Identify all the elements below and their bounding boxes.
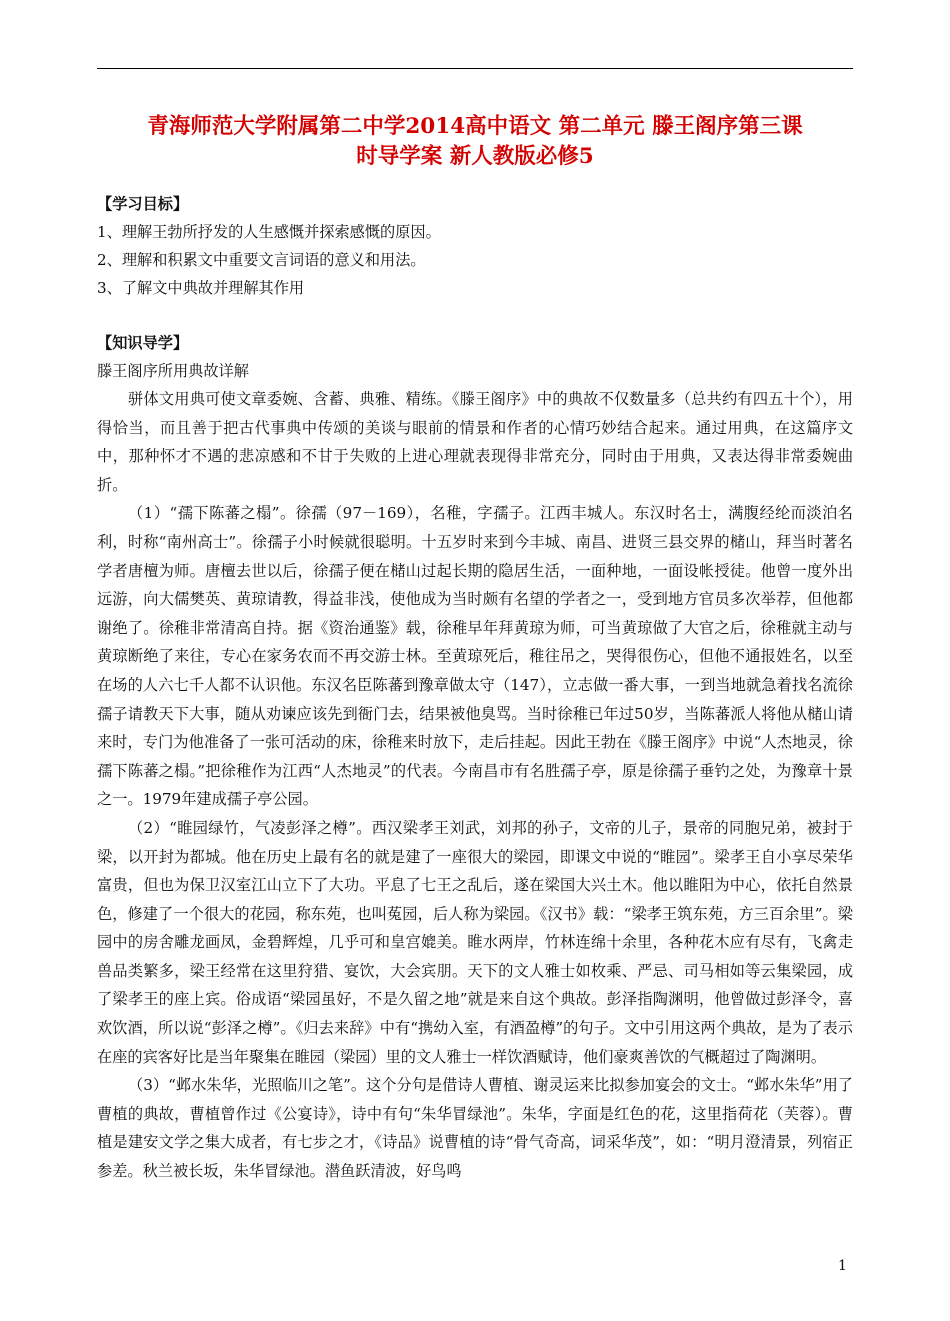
body-paragraph: （1）“孺下陈蕃之榻”。徐孺（97－169），名稚，字孺子。江西丰城人。东汉时名士，满腹经纶而淡泊名利，时称“南州高士”。徐孺子小时候就很聪明。十五岁时来到今丰城、南昌、进贤三县交界的槠山，拜当时著名学者唐檀为师。唐檀去世以后，徐孺子便在槠山过起长期的隐居生活，一面种地，一面设帐授徒。他曾一度外出远游，向大儒樊英、黄琼请教，得益非浅，使他成为当时颇有名望的学者之一，受到地方官员多次举荐，但他都谢绝了。徐稚非常清高自持。据《资治通鉴》载，徐稚早年拜黄琼为师，可当黄琼做了大官之后，徐稚就主动与黄琼断绝了来往，专心在家务农而不再交游士林。至黄琼死后，稚往吊之，哭得很伤心，但他不通报姓名，以至在场的人六七千人都不认识他。东汉名臣陈蕃到豫章做太守（147），立志做一番大事，一到当地就急着找名流徐孺子请教天下大事，随从劝谏应该先到衙门去，结果被他臭骂。当时徐稚已年过50岁，当陈蕃派人将他从槠山请来时，专门为他准备了一张可活动的床，徐稚来时放下，走后挂起。因此王勃在《滕王阁序》中说“人杰地灵，徐孺下陈蕃之榻。”把徐稚作为江西“人杰地灵”的代表。今南昌市有名胜孺子亭，原是徐孺子垂钓之处，为豫章十景之一。1979年建成孺子亭公园。 <box>97 504 853 809</box>
objective-item: 2、理解和积累文中重要文言词语的意义和用法。 <box>97 251 426 269</box>
document-title <box>97 112 853 172</box>
title-line-2: 时导学案 新人教版必修5 <box>356 144 594 169</box>
section-spacer <box>97 302 853 329</box>
objective-item: 1、理解王勃所抒发的人生感慨并探索感慨的原因。 <box>97 223 441 241</box>
body-paragraph: （2）“睢园绿竹，气凌彭泽之樽”。西汉梁孝王刘武，刘邦的孙子，文帝的儿子，景帝的同胞兄弟，被封于梁，以开封为都城。他在历史上最有名的就是建了一座很大的梁园，即课文中说的“睢园”。梁孝王自小享尽荣华富贵，但也为保卫汉室江山立下了大功。平息了七王之乱后，遂在梁国大兴土木。他以睢阳为中心，依托自然景色，修建了一个很大的花园，称东苑，也叫菟园，后人称为梁园。《汉书》载：“梁孝王筑东苑，方三百余里”。梁园中的房舍雕龙画凤，金碧辉煌，几乎可和皇宫媲美。睢水两岸，竹林连绵十余里，各种花木应有尽有，飞禽走兽品类繁多，梁王经常在这里狩猎、宴饮，大会宾朋。天下的文人雅士如枚乘、严忌、司马相如等云集梁园，成了梁孝王的座上宾。俗成语“梁园虽好，不是久留之地”就是来自这个典故。彭泽指陶渊明，他曾做过彭泽令，喜欢饮酒，所以说“彭泽之樽”。《归去来辞》中有“携幼入室，有酒盈樽”的句子。文中引用这两个典故，是为了表示在座的宾客好比是当年聚集在睢园（梁园）里的文人雅士一样饮酒赋诗，他们豪爽善饮的气概超过了陶渊明。 <box>97 818 853 1066</box>
header-rule <box>97 68 853 69</box>
guide-heading: 【知识导学】 <box>97 334 189 352</box>
document-body <box>97 190 853 1186</box>
title-line-1: 青海师范大学附属第二中学2014高中语文 第二单元 滕王阁序第三课 <box>147 114 803 139</box>
guide-subtitle: 滕王阁序所用典故详解 <box>97 362 249 380</box>
objectives-heading: 【学习目标】 <box>97 195 189 213</box>
body-paragraph: （3）“邺水朱华，光照临川之笔”。这个分句是借诗人曹植、谢灵运来比拟参加宴会的文士。“邺水朱华”用了曹植的典故，曹植曾作过《公宴诗》，诗中有句“朱华冒绿池”。朱华，字面是红色的花，这里指荷花（芙蓉）。曹植是建安文学之集大成者，有七步之才，《诗品》说曹植的诗“骨气奇高，词采华茂”，如：“明月澄清景，列宿正参差。秋兰被长坂，朱华冒绿池。潜鱼跃清波，好鸟鸣 <box>97 1076 853 1181</box>
body-paragraph: 骈体文用典可使文章委婉、含蓄、典雅、精练。《滕王阁序》中的典故不仅数量多（总共约有四五十个），用得恰当，而且善于把古代事典中传颂的美谈与眼前的情景和作者的心情巧妙结合起来。通过用典，在这篇序文中，那种怀才不遇的悲凉感和不甘于失败的上进心理就表现得非常充分，同时由于用典，又表达得非常委婉曲折。 <box>97 390 853 494</box>
page-number: 1 <box>838 1258 847 1274</box>
objective-item: 3、了解文中典故并理解其作用 <box>97 279 305 297</box>
